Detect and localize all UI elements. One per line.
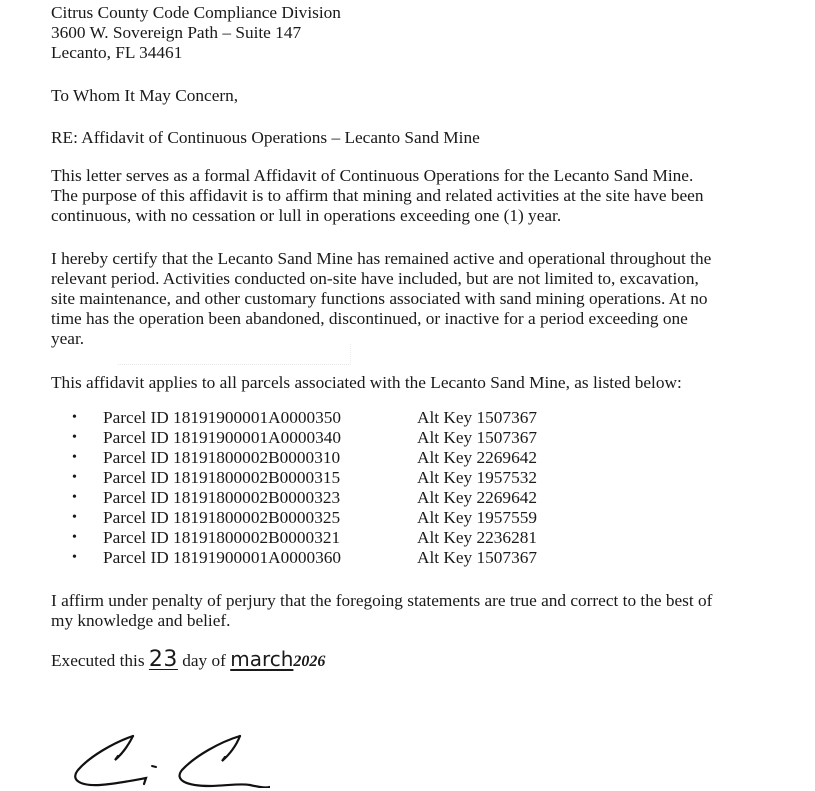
parcel-id: Parcel ID 18191800002B0000323 (103, 488, 341, 507)
parcel-id: Parcel ID 18191900001A0000340 (103, 428, 342, 447)
handwritten-signature (70, 728, 270, 788)
alt-key: Alt Key 2269642 (417, 488, 537, 507)
paragraph-certification (51, 249, 711, 349)
paragraph-line: I hereby certify that the Lecanto Sand Mine has remained active and operational throughout the (51, 249, 712, 268)
execution-date-line (51, 649, 325, 672)
paragraph-line: site maintenance, and other customary functions associated with sand mining operations. At no (51, 289, 708, 308)
parcel-list-item (72, 508, 537, 528)
bullet-icon: • (72, 490, 77, 505)
parcel-id: Parcel ID 18191800002B0000321 (103, 528, 341, 547)
executed-middle: day of (177, 651, 231, 670)
paragraph-line: I affirm under penalty of perjury that the foregoing statements are true and correct to the best of (51, 591, 713, 610)
address-line: Citrus County Code Compliance Division (51, 3, 341, 22)
bullet-icon: • (72, 530, 77, 545)
alt-key: Alt Key 1507367 (417, 548, 537, 567)
signature-stroke (75, 736, 146, 785)
alt-key: Alt Key 2236281 (417, 528, 537, 547)
parcel-list-item (72, 468, 537, 488)
paragraph-line: relevant period. Activities conducted on-site have included, but are not limited to, excavation, (51, 269, 699, 288)
bullet-icon: • (72, 510, 77, 525)
address-line: 3600 W. Sovereign Path – Suite 147 (51, 23, 302, 42)
parcel-list-item (72, 488, 537, 508)
paragraph-line: time has the operation been abandoned, discontinued, or inactive for a period exceeding one (51, 309, 688, 328)
parcel-list-item (72, 528, 537, 548)
subject-line: RE: Affidavit of Continuous Operations – Lecanto Sand Mine (51, 128, 480, 147)
salutation: To Whom It May Concern, (51, 86, 239, 105)
bullet-icon: • (72, 430, 77, 445)
alt-key: Alt Key 1507367 (417, 428, 537, 447)
parcel-list-item (72, 548, 537, 568)
bullet-icon: • (72, 550, 77, 565)
alt-key: Alt Key 1507367 (417, 408, 537, 427)
paragraph-line: year. (51, 329, 85, 348)
paragraph-purpose (51, 166, 704, 226)
parcel-list (72, 408, 537, 568)
paragraph-line: continuous, with no cessation or lull in operations exceeding one (1) year. (51, 206, 562, 225)
parcel-list-item (72, 448, 537, 468)
scan-artifact (118, 344, 351, 365)
bullet-icon: • (72, 450, 77, 465)
recipient-address (51, 3, 341, 63)
parcel-id: Parcel ID 18191800002B0000325 (103, 508, 341, 527)
bullet-icon: • (72, 470, 77, 485)
bullet-icon: • (72, 410, 77, 425)
parcel-id: Parcel ID 18191900001A0000360 (103, 548, 342, 567)
executed-year: 2026 (293, 653, 326, 670)
paragraph-line: This letter serves as a formal Affidavit of Continuous Operations for the Lecanto Sand Mine. (51, 166, 694, 185)
address-line: Lecanto, FL 34461 (51, 43, 183, 62)
paragraph-line: The purpose of this affidavit is to affirm that mining and related activities at the site have been (51, 186, 704, 205)
alt-key: Alt Key 1957559 (417, 508, 537, 527)
parcel-list-item (72, 408, 537, 428)
handwritten-month: march (230, 647, 294, 671)
paragraph-parcels-intro: This affidavit applies to all parcels associated with the Lecanto Sand Mine, as listed below: (51, 373, 682, 392)
alt-key: Alt Key 2269642 (417, 448, 537, 467)
parcel-list-item (72, 428, 537, 448)
parcel-id: Parcel ID 18191900001A0000350 (103, 408, 342, 427)
paragraph-affirmation (51, 591, 712, 631)
signature-stroke (180, 736, 270, 787)
paragraph-line: my knowledge and belief. (51, 611, 231, 630)
handwritten-day: 23 (148, 647, 178, 672)
alt-key: Alt Key 1957532 (417, 468, 537, 487)
parcel-id: Parcel ID 18191800002B0000310 (103, 448, 341, 467)
signature-stroke (152, 766, 156, 767)
executed-prefix: Executed this (51, 651, 149, 670)
parcel-id: Parcel ID 18191800002B0000315 (103, 468, 341, 487)
